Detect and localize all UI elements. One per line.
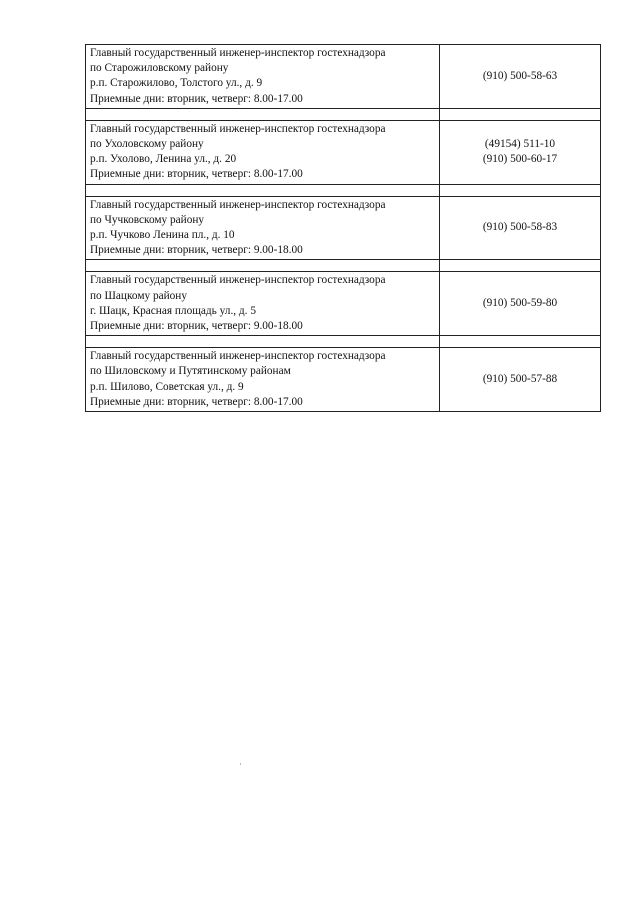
inspector-address: р.п. Чучково Ленина пл., д. 10 (90, 229, 235, 242)
phone-number: (910) 500-59-80 (482, 297, 558, 310)
inspector-title: Главный государственный инженер-инспектор гостехнадзора (90, 274, 386, 287)
inspector-info-cell (86, 120, 440, 184)
inspector-info-cell (86, 196, 440, 260)
inspector-district: по Ухоловскому району (90, 138, 204, 151)
inspector-district: по Чучковскому району (90, 213, 205, 226)
spacer-row (86, 336, 601, 348)
phone-number: (910) 500-58-83 (482, 221, 558, 234)
inspector-title: Главный государственный инженер-инспектор гостехнадзора (90, 47, 386, 59)
inspector-address: г. Шацк, Красная площадь ул., д. 5 (90, 304, 256, 317)
inspector-address: р.п. Шилово, Советская ул., д. 9 (90, 380, 244, 393)
reception-hours: Приемные дни: вторник, четверг: 8.00-17.00 (90, 168, 303, 181)
inspector-title: Главный государственный инженер-инспектор гостехнадзора (90, 350, 386, 363)
spacer-row (86, 184, 601, 196)
table-row (86, 120, 601, 184)
spacer-cell (86, 260, 440, 272)
inspector-info-cell (86, 45, 440, 109)
spacer-cell (86, 184, 440, 196)
inspector-title: Главный государственный инженер-инспектор гостехнадзора (90, 198, 386, 211)
inspector-contacts-table (85, 44, 601, 412)
spacer-row (86, 108, 601, 120)
phone-number: (910) 500-57-88 (482, 373, 558, 386)
phone-cell (440, 272, 601, 336)
phone-cell (440, 120, 601, 184)
inspector-info-cell (86, 348, 440, 412)
phone-cell (440, 196, 601, 260)
reception-hours: Приемные дни: вторник, четверг: 8.00-17.00 (90, 395, 303, 408)
spacer-cell (86, 336, 440, 348)
inspector-info-cell (86, 272, 440, 336)
spacer-cell (440, 108, 601, 120)
spacer-cell (86, 108, 440, 120)
spacer-cell (440, 184, 601, 196)
table-row (86, 272, 601, 336)
phone-number: (910) 500-60-17 (482, 153, 558, 166)
inspector-district: по Шиловскому и Путятинскому районам (90, 365, 291, 378)
reception-hours: Приемные дни: вторник, четверг: 9.00-18.00 (90, 320, 303, 333)
inspector-district: по Шацкому району (90, 289, 187, 302)
inspector-address: р.п. Старожилово, Толстого ул., д. 9 (90, 77, 263, 90)
table-row (86, 45, 601, 109)
table-row (86, 348, 601, 412)
inspector-district: по Старожиловскому району (90, 62, 229, 75)
spacer-cell (440, 260, 601, 272)
inspector-address: р.п. Ухолово, Ленина ул., д. 20 (90, 153, 237, 166)
phone-number: (910) 500-58-63 (482, 69, 558, 82)
table-row (86, 196, 601, 260)
inspector-title: Главный государственный инженер-инспектор гостехнадзора (90, 122, 386, 135)
spacer-cell (440, 336, 601, 348)
reception-hours: Приемные дни: вторник, четверг: 9.00-18.00 (90, 244, 303, 257)
phone-cell (440, 348, 601, 412)
phone-cell (440, 45, 601, 109)
phone-number: (49154) 511-10 (484, 138, 556, 151)
reception-hours: Приемные дни: вторник, четверг: 8.00-17.00 (90, 92, 303, 105)
spacer-row (86, 260, 601, 272)
scan-speck (240, 763, 241, 765)
